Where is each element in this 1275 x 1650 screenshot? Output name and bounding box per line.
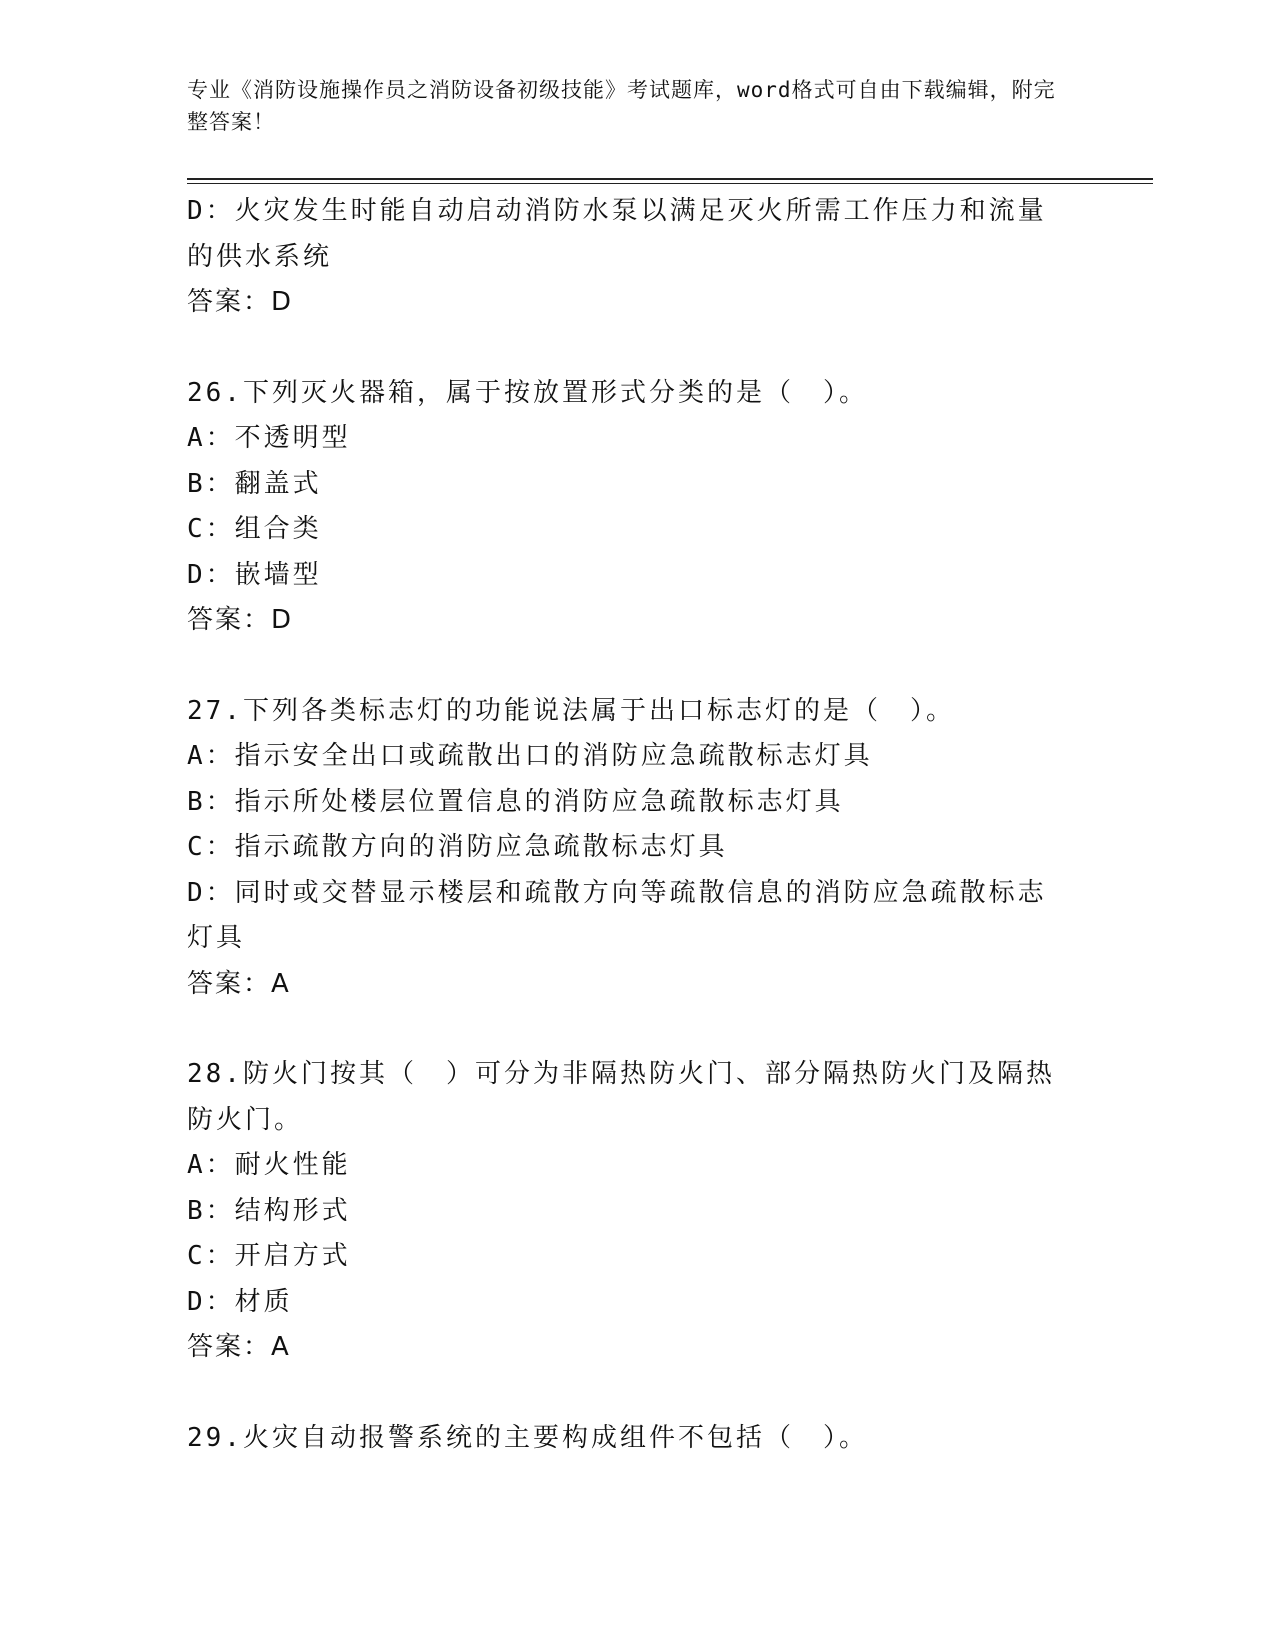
option-a: A：不透明型: [187, 423, 351, 453]
document-header: 专业《消防设施操作员之消防设备初级技能》考试题库，word格式可自由下载编辑，附完整答案！: [187, 78, 1056, 134]
question-stem: 28.防火门按其（ ）可分为非隔热防火门、部分隔热防火门及隔热防火门。: [187, 1059, 1055, 1135]
question-26: [187, 371, 1067, 644]
option-b: B：翻盖式: [187, 468, 322, 499]
option-c: C：开启方式: [187, 1241, 351, 1271]
option-c: C：指示疏散方向的消防应急疏散标志灯具: [187, 832, 728, 862]
option-b: B：指示所处楼层位置信息的消防应急疏散标志灯具: [187, 786, 844, 817]
question-gap: [187, 326, 1067, 371]
header-divider-thin: [187, 183, 1153, 184]
question-stem: 26.下列灭火器箱，属于按放置形式分类的是（ ）。: [187, 377, 868, 408]
option-a: A：耐火性能: [187, 1150, 351, 1180]
question-29: [187, 1416, 1067, 1462]
question-stem: 29.火灾自动报警系统的主要构成组件不包括（ ）。: [187, 1422, 868, 1453]
question-gap: [187, 1371, 1067, 1416]
partial-option-d: D：火灾发生时能自动启动消防水泵以满足灭火所需工作压力和流量的供水系统: [187, 196, 1047, 272]
question-28: [187, 1052, 1067, 1371]
option-a: A：指示安全出口或疏散出口的消防应急疏散标志灯具: [187, 741, 873, 771]
option-d: D：材质: [187, 1286, 293, 1317]
answer: 答案：A: [187, 1332, 291, 1362]
question-27: [187, 689, 1067, 1008]
question-gap: [187, 644, 1067, 689]
option-c: C：组合类: [187, 514, 322, 544]
question-content: [187, 189, 1067, 1461]
answer: 答案：A: [187, 968, 291, 999]
answer: 答案：D: [187, 605, 294, 635]
option-b: B：结构形式: [187, 1195, 351, 1226]
option-d: D：同时或交替显示楼层和疏散方向等疏散信息的消防应急疏散标志灯具: [187, 877, 1047, 953]
partial-answer: 答案：D: [187, 287, 294, 317]
option-d: D：嵌墙型: [187, 559, 322, 590]
header-divider-thick: [187, 178, 1153, 180]
question-gap: [187, 1007, 1067, 1052]
question-stem: 27.下列各类标志灯的功能说法属于出口标志灯的是（ ）。: [187, 695, 955, 726]
